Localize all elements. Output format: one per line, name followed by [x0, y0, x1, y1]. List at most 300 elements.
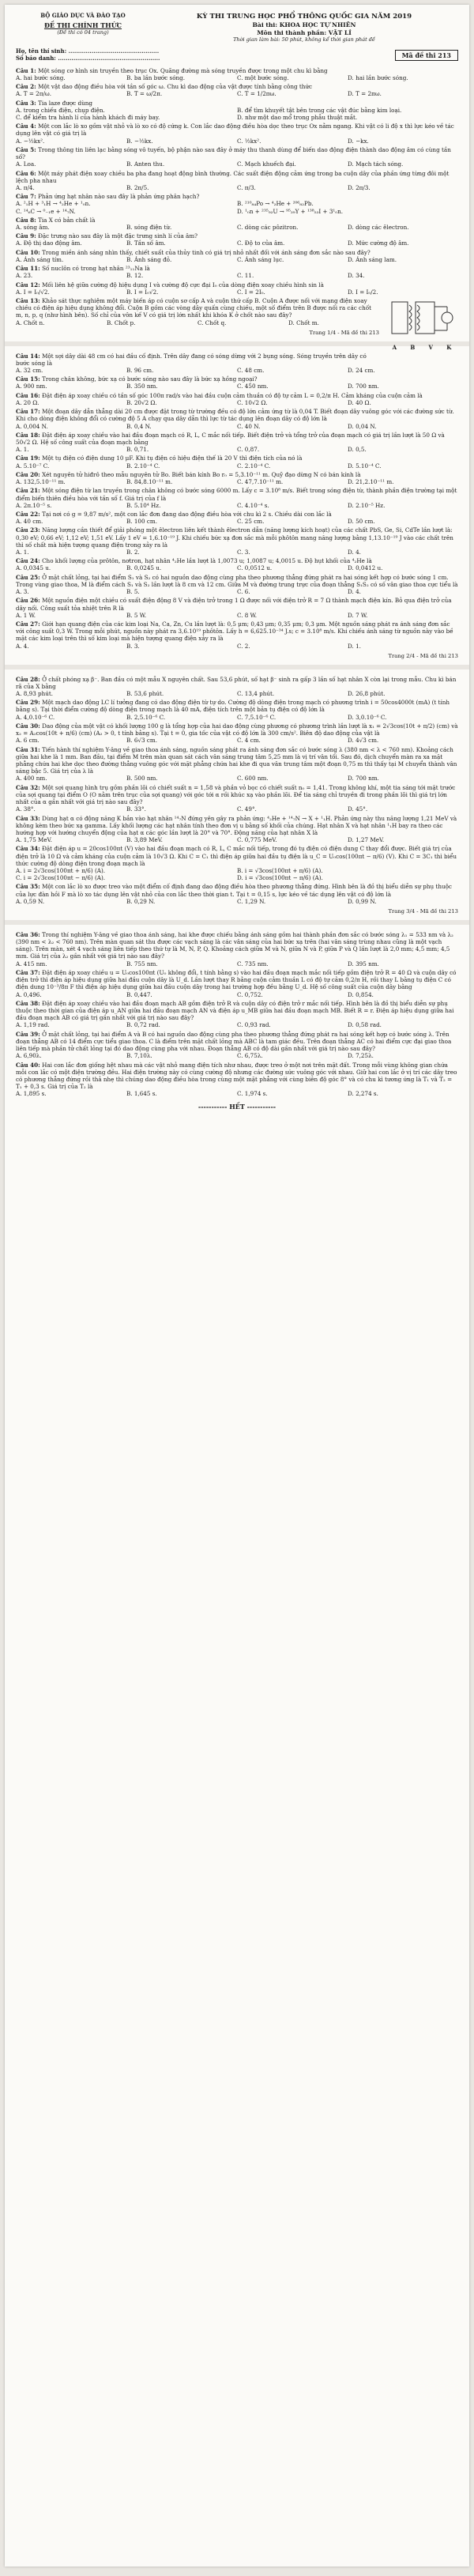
answer-option: C. để kiểm tra hành lí của hành khách đi máy bay.: [16, 113, 160, 121]
answer-option: A. 40 cm.: [16, 518, 43, 526]
answer-option: A. 32 cm.: [16, 367, 43, 374]
answer-option: C. i = 2√3cos(100πt − π/6) (A).: [16, 874, 106, 882]
question: [16, 1000, 458, 1029]
answer-option: B. 5.10⁴ Hz.: [126, 501, 161, 509]
answer-option: B. 0,72 rad.: [126, 1021, 160, 1029]
answer-option: B. 12.: [126, 272, 144, 280]
question-number: Câu 10:: [16, 248, 40, 256]
answer-option: B. 5.: [126, 588, 140, 596]
answer-option: B. 3.: [126, 642, 140, 650]
answer-option: A. 0,0345 u.: [16, 564, 51, 572]
question-text: Ở mặt chất lỏng, tại hai điểm S₁ và S₂ có hai nguồn dao động cùng pha theo phương thẳng đứng phát ra hai sóng kết hợp có bước sóng 1 cm. Trong vùng giao thoa, M là điểm cách S₁ và S₂ lần lượt là 8 cm và 12 cm. Giữa M và đường trung trực của đoạn thẳng S₁S₂ có số vân giao thoa cực tiểu là: [16, 573, 458, 588]
question-number: Câu 35:: [16, 883, 40, 891]
question-number: Câu 34:: [16, 845, 40, 853]
question: [16, 883, 458, 905]
answer-option: B. Chốt p.: [107, 319, 136, 326]
figure-label: B: [410, 344, 416, 352]
answer-options: [16, 867, 458, 881]
answer-options: [16, 90, 458, 97]
answer-option: B. 0,0245 u.: [126, 564, 162, 572]
question-text: Cho khối lượng của prôtôn, nơtron, hạt nhân ⁴₂He lần lượt là 1,0073 u; 1,0087 u; 4,0015 u. Độ hụt khối của ⁴₂He là: [42, 557, 372, 565]
answer-option: A. 1.: [16, 446, 29, 454]
answer-option: D. ¹₀n + ²³⁵₉₂U → ⁹⁵₃₉Y + ¹³⁸₅₃I + 3¹₀n.: [237, 207, 344, 215]
answer-option: C. Độ to của âm.: [237, 239, 285, 247]
question-number: Câu 15:: [16, 375, 40, 383]
question-text: Khảo sát thực nghiệm một máy biến áp có cuộn sơ cấp A và cuộn thứ cấp B. Cuộn A được nối với mạng điện xoay chiều có điện áp hiệu dụng không đổi. Cuộn B gồm các vòng dây quấn cùng chiều, một số điểm trên B được nối ra các chốt m, n, p, q (như hình bên). Số chỉ của vôn kế V có giá trị lớn nhất khi khóa K ở chốt nào sau đây?: [16, 297, 371, 319]
question-text: Một mạch dao động LC lí tưởng đang có dao động điện từ tự do. Cường độ dòng điện trong mạch có phương trình i = 50cos4000t (mA) (t tính bằng s). Tại thời điểm cường độ dòng điện trong mạch là 40 mA, điện tích trên một bản tụ điện có độ lớn là: [16, 699, 450, 714]
question: [16, 699, 458, 721]
question: [16, 265, 458, 279]
question: [16, 845, 458, 881]
question-text: Đặt điện áp xoay chiều u = U₀cos100πt (U₀ không đổi, t tính bằng s) vào hai đầu đoạn mạch mắc nối tiếp gồm điện trở R = 40 Ω và cuộn dây có điện trở thì điện áp hiệu dụng giữa hai đầu cuộn dây là U_d. Lần lượt thay R bằng cuộn cảm thuần L có độ tự cảm 0,2/π H, rồi thay L bằng tụ điện C có điện dung 10⁻³/8π F thì điện áp hiệu dụng giữa hai đầu cuộn dây trong hai trường hợp đều bằng U_d. Hệ số công suất của cuộn dây bằng: [16, 968, 457, 991]
answer-option: B. 0,71.: [126, 446, 149, 454]
question-number: Câu 24:: [16, 557, 40, 565]
answer-options: [16, 775, 458, 782]
answer-option: D. 700 nm.: [348, 775, 379, 783]
answer-option: C. 2.10⁻⁴ C.: [237, 462, 271, 470]
question-number: Câu 21:: [16, 487, 40, 495]
question-number: Câu 14:: [16, 352, 40, 360]
question-text: Trong thí nghiệm Y-âng về giao thoa ánh sáng, hai khe được chiếu bằng ánh sáng gồm hai thành phần đơn sắc có bước sóng λ₁ = 533 nm và λ₂ (390 nm < λ₂ < 760 nm). Trên màn quan sát thu được các vạch sáng là các vân sáng của hai bức xạ trên (hai vân sáng trùng nhau cũng là một vạch sáng). Trên màn, xét 4 vạch sáng liên tiếp theo thứ tự là M, N, P, Q. Khoảng cách giữa M và N, giữa N và P, giữa P và Q lần lượt là 2,0 mm; 4,5 mm; 4,5 mm. Giá trị của λ₂ gần nhất với giá trị nào sau đây?: [16, 930, 453, 960]
question: [16, 931, 458, 967]
question: [16, 100, 458, 122]
candidate-fields: [16, 48, 160, 62]
answer-option: D. i = √3cos(100πt − π/6) (A).: [237, 874, 323, 882]
answer-option: A. 6,90λ.: [16, 1052, 42, 1060]
answer-options: [16, 991, 458, 998]
answer-option: D. Mạch tách sóng.: [348, 160, 404, 168]
answer-option: B. 7,10λ.: [126, 1052, 152, 1060]
question-text: Tia X có bản chất là: [38, 216, 96, 224]
question-text: Hai con lắc đơn giống hệt nhau mà các vật nhỏ mang điện tích như nhau, được treo ở một nơi trên mặt đất. Trong mỗi vùng không gian chứa mỗi con lắc có một điện trường đều. Hai điện trường này có cùng cường độ nhưng các đường sức vuông góc với nhau. Giữ hai con lắc ở vị trí các dây treo có phương thẳng đứng rồi thả nhẹ thì chúng dao động điều hòa trong cùng một mặt phẳng với cùng biên độ góc 8° và có chu kì tương ứng là T₁ và T₂ = T₁ + 0,3 s. Giá trị của T₂ là: [16, 1061, 457, 1091]
question-number: Câu 31:: [16, 745, 40, 753]
answer-option: C. 1,29 N.: [237, 897, 266, 905]
answer-options: [16, 612, 458, 619]
question: [16, 454, 458, 469]
answer-options: [16, 367, 458, 374]
answer-option: C. 47,7.10⁻¹¹ m.: [237, 478, 284, 486]
answer-option: C. 25 cm.: [237, 518, 265, 526]
question: [16, 487, 458, 509]
question: [16, 281, 458, 296]
question-text: Tia laze được dùng: [38, 99, 92, 107]
page-separator: [5, 665, 469, 669]
answer-options: [16, 184, 458, 191]
answer-option: C. π/3.: [237, 183, 256, 191]
answer-option: A. T = 2π/ω.: [16, 90, 52, 98]
question: [16, 232, 458, 247]
answer-option: A. 38°.: [16, 805, 36, 813]
answer-option: D. 0,0412 u.: [348, 564, 383, 572]
question-text: Ở chất phóng xạ β⁻. Ban đầu có một mẫu X nguyên chất. Sau 53,6 phút, số hạt β⁻ sinh ra gấp 3 lần số hạt nhân X còn lại trong mẫu. Chu kì bán rã của X bằng: [16, 675, 457, 690]
answer-option: D. 2π/3.: [348, 183, 371, 191]
question-text: Năng lượng cần thiết để giải phóng một êlectron liên kết thành êlectron dẫn (năng lượng kích hoạt) của các chất PbS, Ge, Si, CdTe lần lượt là: 0,30 eV; 0,66 eV; 1,12 eV; 1,51 eV. Lấy 1 eV = 1,6.10⁻¹⁹ J. Khi chiếu bức xạ đơn sắc mà mỗi phôtôn mang năng lượng bằng 1,13.10⁻¹⁹ J vào các chất trên thì số chất mà hiện tượng quang điện trong xảy ra là: [16, 526, 453, 549]
answer-option: B. 0,447.: [126, 990, 152, 998]
answer-option: C. một bước sóng.: [237, 74, 289, 81]
answer-option: D. 7,25λ.: [348, 1052, 374, 1060]
answer-options: [16, 107, 458, 121]
answer-option: C. 6,75λ.: [237, 1052, 263, 1060]
answer-option: A. 1,895 s.: [16, 1090, 47, 1098]
question: [16, 597, 458, 619]
answer-option: C. 7,5.10⁻⁶ C.: [237, 713, 276, 721]
answer-option: D. dòng các êlectron.: [348, 224, 409, 232]
answer-option: C. 2.: [237, 642, 250, 650]
question: [16, 511, 458, 525]
answer-option: D. 7 W.: [348, 611, 368, 619]
official-label: ĐỀ THI CHÍNH THỨC: [43, 21, 122, 29]
answer-options: [16, 1090, 458, 1097]
question-number: Câu 20:: [16, 470, 40, 478]
question-number: Câu 6:: [16, 169, 36, 177]
question-text: Đặt điện áp xoay chiều vào hai đầu đoạn mạch có R, L, C mắc nối tiếp. Biết điện trở và tổng trở của đoạn mạch có giá trị lần lượt là 50 Ω và 50√2 Ω. Hệ số công suất của đoạn mạch bằng: [16, 431, 445, 446]
answer-option: B. Anten thu.: [126, 160, 165, 168]
answer-option: D. 1.: [348, 642, 361, 650]
answer-option: C. 4.10⁻⁴ s.: [237, 501, 269, 509]
test-name: Bài thi: KHOA HỌC TỰ NHIÊN: [252, 21, 356, 28]
answer-option: D. 4.: [348, 549, 361, 556]
question: [16, 471, 458, 485]
answer-option: A. 8,93 phút.: [16, 690, 54, 697]
question-text: Một sóng điện từ lan truyền trong chân không có bước sóng 6000 m. Lấy c = 3.10⁸ m/s. Biết trong sóng điện từ, thành phần điện trường tại một điểm biến thiên điều hòa với tần số f. Giá trị của f là: [16, 487, 457, 502]
answer-option: D. 0,5.: [348, 446, 367, 454]
answer-options: [16, 239, 458, 247]
question-number: Câu 25:: [16, 573, 40, 581]
end-label: HẾT: [229, 1102, 245, 1111]
answer-option: A. ²₁H + ³₁H → ⁴₂He + ¹₀n.: [16, 200, 91, 208]
page-footer: Trang 2/4 - Mã đề thi 213: [388, 652, 458, 659]
question-text: Một sợi dây dài 48 cm có hai đầu cố định. Trên dây đang có sóng dừng với 2 bụng sóng. Sóng truyền trên dây có bước sóng là: [16, 352, 367, 367]
question-number: Câu 33:: [16, 814, 40, 822]
answer-option: A. i = 2√3cos(100πt + π/6) (A).: [16, 867, 106, 875]
question: [16, 574, 458, 596]
answer-option: D. 45°.: [348, 805, 368, 813]
answer-option: B. 0,4 N.: [126, 422, 152, 430]
exam-sheet: [5, 5, 469, 2567]
question-number: Câu 36:: [16, 930, 40, 938]
answer-option: C. Mạch khuếch đại.: [237, 160, 296, 168]
answer-option: D. Mức cường độ âm.: [348, 239, 409, 247]
question-text: Tại nơi có g = 9,87 m/s², một con lắc đơn đang dao động điều hòa với chu kì 2 s. Chiều dài con lắc là: [42, 510, 332, 518]
answer-option: A. sóng âm.: [16, 224, 50, 232]
answer-options: [16, 549, 458, 556]
answer-option: C. Ánh sáng lục.: [237, 255, 284, 263]
answer-option: C. 3.: [237, 549, 250, 556]
answer-option: D. 0,99 N.: [348, 897, 377, 905]
answer-option: C. 11.: [237, 272, 254, 280]
subject-name: Môn thi thành phần: VẬT LÍ: [257, 28, 352, 36]
answer-option: A. 0,496.: [16, 990, 42, 998]
answer-option: A. 5.10⁻⁷ C.: [16, 462, 50, 470]
answer-option: A. 3.: [16, 588, 29, 596]
question: [16, 969, 458, 998]
answer-option: B. ²¹⁰₈₄Po → ⁴₂He + ²⁰⁶₈₂Pb.: [237, 200, 314, 208]
answer-option: D. 50 cm.: [348, 518, 375, 526]
question-number: Câu 26:: [16, 597, 40, 605]
answer-option: A. Ánh sáng tím.: [16, 255, 64, 263]
candidate-number-line: Số báo danh: .....................................................: [16, 54, 160, 62]
answer-option: A. 132,5.10⁻¹¹ m.: [16, 478, 66, 486]
answer-options: [16, 836, 458, 843]
answer-option: C. 49°.: [237, 805, 257, 813]
page-count: (Đề thi có 04 trang): [57, 29, 109, 36]
answer-option: B. 33°.: [126, 805, 146, 813]
answer-option: D. 5.10⁻⁴ C.: [348, 462, 382, 470]
answer-options: [16, 564, 458, 571]
question-text: Trong miền ánh sáng nhìn thấy, chiết suất của thủy tinh có giá trị nhỏ nhất đối với ánh sáng đơn sắc nào sau đây?: [42, 248, 371, 256]
question-text: Tiến hành thí nghiệm Y-âng về giao thoa ánh sáng, nguồn sáng phát ra ánh sáng đơn sắc có bước sóng λ (380 nm < λ < 760 nm). Khoảng cách giữa hai khe là 1 mm. Ban đầu, tại điểm M trên màn quan sát cách vân sáng trung tâm 5,25 mm là vị trí vân tối. Sau đó, dịch chuyển màn ra xa mặt phẳng chứa hai khe dọc theo đường thẳng vuông góc với mặt phẳng chứa hai khe đi qua vân trung tâm một đoạn 0,75 m thì thấy tại M chuyển thành vân sáng bậc 5. Giá trị của λ là: [16, 745, 457, 775]
page-footer: Trang 1/4 - Mã đề thi 213: [309, 329, 379, 336]
answer-option: D. 0,04 N.: [348, 422, 377, 430]
question-text: Giới hạn quang điện của các kim loại Na, Ca, Zn, Cu lần lượt là: 0,5 μm; 0,43 μm; 0,35 μm; 0,3 μm. Một nguồn sáng phát ra ánh sáng đơn sắc với công suất 0,3 W. Trong mỗi phút, nguồn này phát ra 3,6.10¹⁹ phôtôn. Lấy h = 6,625.10⁻³⁴ J.s; c = 3.10⁸ m/s. Khi chiếu ánh sáng từ nguồn này vào bề mặt các kim loại trên thì số kim loại mà hiện tượng quang điện xảy ra là: [16, 620, 453, 643]
question-text: Phản ứng hạt nhân nào sau đây là phản ứng phân hạch?: [38, 193, 200, 201]
answer-options: [16, 1021, 458, 1028]
question-number: Câu 38:: [16, 999, 40, 1007]
answer-option: C. Chốt q.: [198, 319, 227, 326]
answer-option: A. Chốt n.: [16, 319, 45, 326]
answer-options: [16, 643, 458, 650]
answer-option: C. 450 nm.: [237, 383, 269, 390]
answer-option: C. 1,974 s.: [237, 1090, 268, 1098]
answer-options: [16, 224, 458, 231]
question-text: Một tụ điện có điện dung 10 μF. Khi tụ điện có hiệu điện thế là 20 V thì điện tích của nó là: [42, 454, 303, 462]
answer-option: D. 3,0.10⁻⁶ C.: [348, 713, 387, 721]
answer-option: B. 0,29 N.: [126, 897, 156, 905]
answer-options: [16, 399, 458, 406]
answer-option: B. để tìm khuyết tật bên trong các vật đúc bằng kim loại.: [237, 106, 402, 114]
answer-option: B. i = √3cos(100πt + π/6) (A).: [237, 867, 323, 875]
question-number: Câu 9:: [16, 232, 36, 240]
answer-option: A. 1,19 rad.: [16, 1021, 50, 1029]
transformer-diagram: [386, 297, 458, 343]
answer-option: B. −½kx.: [126, 137, 153, 145]
answer-option: D. như một dao mổ trong phẫu thuật mắt.: [237, 113, 358, 121]
answer-option: C. 6.: [237, 588, 250, 596]
question: [16, 1062, 458, 1098]
answer-options: [16, 74, 458, 81]
question-text: Đặt điện áp xoay chiều có tần số góc 100π rad/s vào hai đầu cuộn cảm thuần có độ tự cảm L = 0,2/π H. Cảm kháng của cuộn cảm là: [42, 391, 423, 399]
question-text: Đặc trưng nào sau đây là một đặc trưng sinh lí của âm?: [38, 232, 198, 240]
answer-option: B. 53,6 phút.: [126, 690, 164, 697]
answer-options: [16, 588, 458, 595]
question: [16, 784, 458, 813]
question-number: Câu 22:: [16, 510, 40, 518]
answer-options: [16, 502, 458, 509]
answer-option: D. I = I₀/2.: [348, 288, 378, 296]
question: [16, 249, 458, 263]
question: [16, 526, 458, 556]
question-text: Trong thông tin liên lạc bằng sóng vô tuyến, bộ phận nào sau đây ở máy thu thanh dùng để biến dao động điện thành dao động âm có cùng tần số?: [16, 145, 451, 161]
answer-option: D. 0,58 rad.: [348, 1021, 382, 1029]
page-separator: [5, 920, 469, 925]
question: [16, 722, 458, 745]
answer-option: D. 1,27 MeV.: [348, 836, 385, 844]
answer-options: [16, 383, 458, 390]
answer-option: C. ½kx².: [237, 137, 261, 145]
answer-option: C. 10√2 Ω.: [237, 398, 268, 406]
question-text: Một máy phát điện xoay chiều ba pha đang hoạt động bình thường. Các suất điện động cảm ứng trong ba cuộn dây của phần ứng từng đôi một lệch pha nhau: [16, 169, 450, 184]
answer-option: A. Độ thị dao động âm.: [16, 239, 82, 247]
answer-option: D. 4√3 cm.: [348, 737, 379, 745]
answer-option: B. 2.: [126, 549, 140, 556]
answer-option: A. 415 nm.: [16, 960, 47, 967]
answer-option: A. hai bước sóng.: [16, 74, 66, 81]
answer-option: B. 2π/5.: [126, 183, 149, 191]
answer-option: B. 84,8.10⁻¹¹ m.: [126, 478, 173, 486]
answer-option: D. 24 cm.: [348, 367, 375, 374]
answer-option: C. dòng các pôzitron.: [237, 224, 299, 232]
question-number: Câu 5:: [16, 145, 36, 153]
question-number: Câu 37:: [16, 968, 40, 976]
answer-option: A. trong chiếu điện, chụp điện.: [16, 106, 105, 114]
question-number: Câu 12:: [16, 281, 40, 289]
exam-code-box: Mã đề thi 213: [395, 50, 458, 61]
answer-option: A. 4,0.10⁻⁶ C.: [16, 713, 55, 721]
answer-option: B. 96 cm.: [126, 367, 154, 374]
figure-label: V: [428, 344, 433, 352]
question: [16, 746, 458, 783]
answer-option: D. 700 nm.: [348, 383, 379, 390]
answer-option: B. 350 nm.: [126, 383, 158, 390]
answer-option: C. 40 N.: [237, 422, 261, 430]
question: [16, 123, 458, 145]
answer-options: [16, 138, 458, 145]
answer-option: B. 100 cm.: [126, 518, 157, 526]
question-number: Câu 19:: [16, 454, 40, 462]
answer-option: B. ba lần bước sóng.: [126, 74, 186, 81]
question-number: Câu 13:: [16, 297, 40, 304]
answer-options: [16, 478, 458, 485]
question-text: Một nguồn điện một chiều có suất điện động 8 V và điện trở trong 1 Ω được nối với điện trở R = 7 Ω thành mạch điện kín. Bỏ qua điện trở của dây nối. Công suất tỏa nhiệt trên R là: [16, 597, 452, 612]
answer-option: C. ¹⁴₆C → ⁰₋₁e + ¹⁴₇N.: [16, 207, 76, 215]
question-number: Câu 7:: [16, 193, 36, 201]
answer-options: [16, 423, 458, 430]
answer-option: B. 6√3 cm.: [126, 737, 157, 745]
answer-option: D. 395 nm.: [348, 960, 379, 967]
answer-option: C. 0,0512 u.: [237, 564, 273, 572]
question-number: Câu 3:: [16, 99, 36, 107]
answer-options: [16, 805, 458, 813]
answer-option: D. 40 Ω.: [348, 398, 371, 406]
answer-option: C. 0,87.: [237, 446, 260, 454]
answer-option: C. 0,93 rad.: [237, 1021, 271, 1029]
question: [16, 83, 458, 97]
question: [16, 193, 458, 215]
question-text: Mối liên hệ giữa cường độ hiệu dụng I và cường độ cực đại I₀ của dòng điện xoay chiều hình sin là: [42, 281, 324, 289]
answer-option: A. 23.: [16, 272, 33, 280]
answer-options: [16, 272, 458, 279]
answer-option: B. Ánh sáng đỏ.: [126, 255, 172, 263]
answer-options: [16, 737, 458, 744]
questions-area: [16, 67, 458, 1098]
page-footer: Trang 3/4 - Mã đề thi 213: [388, 908, 458, 915]
question-number: Câu 28:: [16, 675, 40, 683]
question-text: Một con lắc lò xo được treo vào một điểm cố định đang dao động điều hòa theo phương thẳng đứng. Hình bên là đồ thị biểu diễn sự phụ thuộc của lực đàn hồi F mà lò xo tác dụng lên vật nhỏ của con lắc theo thời gian t. Tại t = 0,15 s, lực kéo về tác dụng lên vật có độ lớn là: [16, 883, 452, 898]
answer-option: D. 0,854.: [348, 990, 374, 998]
answer-option: C. 735 nm.: [237, 960, 269, 967]
answer-option: A. 1 W.: [16, 611, 36, 619]
answer-options: [16, 960, 458, 967]
answer-option: C. 4 cm.: [237, 737, 261, 745]
question: [16, 408, 458, 430]
question: [16, 67, 458, 81]
question: [16, 557, 458, 571]
header-right: [150, 13, 458, 43]
answer-option: C. 13,4 phút.: [237, 690, 275, 697]
question-number: Câu 27:: [16, 620, 40, 628]
question-text: Một vật dao động điều hòa với tần số góc ω. Chu kì dao động của vật được tính bằng công thức: [38, 83, 313, 91]
question: [16, 375, 458, 390]
answer-option: D. T = 2πω.: [348, 90, 382, 98]
question: [16, 146, 458, 168]
question-text: Đặt điện áp xoay chiều vào hai đầu đoạn mạch AB gồm điện trở R và cuộn dây có điện trở r mắc nối tiếp. Hình bên là đồ thị biểu diễn sự phụ thuộc theo thời gian của điện áp u_AN giữa hai đầu đoạn mạch AN và điện áp u_MB giữa hai đầu đoạn mạch MB. Biết R = r. Điện áp hiệu dụng giữa hai đầu đoạn mạch AB có giá trị gần nhất với giá trị nào sau đây?: [16, 999, 454, 1022]
answer-option: D. 34.: [348, 272, 365, 280]
answer-option: D. 4.: [348, 588, 361, 596]
candidate-name-line: Họ, tên thí sinh: ...............................................: [16, 47, 160, 55]
answer-option: B. 5 W.: [126, 611, 147, 619]
question-text: Đặt điện áp u = 20cos100πt (V) vào hai đầu đoạn mạch có R, L, C mắc nối tiếp, trong đó tụ điện có điện dung C thay đổi được. Biết giá trị của điện trở là 10 Ω và cảm kháng của cuộn cảm là 10√3 Ω. Khi C = C₁ thì điện áp giữa hai đầu tụ điện là u_C = U₀cos(100πt − π/6) (V). Khi C = 3C₁ thì biểu thức cường độ dòng điện trong đoạn mạch là: [16, 845, 457, 867]
transformer-figure: [386, 297, 458, 352]
answer-option: A. 400 nm.: [16, 775, 47, 783]
end-mark: ----------- HẾT -----------: [198, 1102, 276, 1111]
question: [16, 815, 458, 844]
answer-option: A. 20 Ω.: [16, 398, 40, 406]
question: [16, 217, 458, 231]
answer-option: B. 20√2 Ω.: [126, 398, 157, 406]
answer-option: B. T = ω/2π.: [126, 90, 163, 98]
answer-options: [16, 462, 458, 470]
answer-option: D. 26,8 phút.: [348, 690, 386, 697]
question-number: Câu 16:: [16, 391, 40, 399]
question-text: Một con lắc lò xo gồm vật nhỏ và lò xo có độ cứng k. Con lắc dao động điều hòa dọc theo trục Ox nằm ngang. Khi vật có li độ x thì lực kéo về tác dụng lên vật có giá trị là: [16, 123, 454, 138]
question-number: Câu 23:: [16, 526, 40, 534]
answer-option: C. 8 W.: [237, 611, 258, 619]
answer-option: A. 6 cm.: [16, 737, 40, 745]
question-text: Dùng hạt α có động năng K bắn vào hạt nhân ¹⁴₇N đứng yên gây ra phản ứng: ⁴₂He + ¹⁴₇N → X + ¹₁H. Phản ứng này thu năng lượng 1,21 MeV và không kèm theo bức xạ gamma. Lấy khối lượng các hạt nhân tính theo đơn vị u bằng số khối của chúng. Hạt nhân X và hạt nhân ¹₁H bay ra theo các hướng hợp với hướng chuyển động của hạt α các góc lần lượt là 20° và 70°. Động năng của hạt nhân X là: [16, 814, 457, 836]
answer-option: A. 900 nm.: [16, 383, 47, 390]
figure-label: A: [392, 344, 397, 352]
question: [16, 353, 458, 375]
question-number: Câu 32:: [16, 783, 40, 791]
answer-option: D. 2,274 s.: [348, 1090, 378, 1098]
question: [16, 392, 458, 406]
answer-option: B. 2,5.10⁻⁶ C.: [126, 713, 166, 721]
question-number: Câu 17:: [16, 408, 40, 416]
answer-option: A. 1.: [16, 549, 29, 556]
answer-option: C. 0,775 MeV.: [237, 836, 277, 844]
answer-option: A. 0,59 N.: [16, 897, 45, 905]
answer-options: [16, 714, 458, 721]
answer-option: B. 2.10⁻⁴ C.: [126, 462, 160, 470]
question-text: Trong chân không, bức xạ có bước sóng nào sau đây là bức xạ hồng ngoại?: [42, 375, 258, 383]
answer-options: [16, 518, 458, 525]
header-left: [16, 13, 150, 36]
answer-option: A. 1,75 MeV.: [16, 836, 52, 844]
answer-option: B. Tần số âm.: [126, 239, 166, 247]
answer-options: [16, 160, 458, 168]
ministry-name: BỘ GIÁO DỤC VÀ ĐÀO TẠO: [40, 12, 126, 19]
answer-option: B. sóng điện từ.: [126, 224, 172, 232]
answer-option: C. 600 nm.: [237, 775, 269, 783]
answer-option: B. I = I₀√2.: [126, 288, 159, 296]
exam-header: [16, 13, 458, 43]
answer-option: A. −½kx².: [16, 137, 45, 145]
question-text: Dao động của một vật có khối lượng 100 g là tổng hợp của hai dao động cùng phương có phương trình lần lượt là x₁ = 2√3cos(10t + π/2) (cm) và x₂ = A₂cos(10t + π/6) (cm) (A₂ > 0, t tính bằng s). Tại t = 0, gia tốc của vật có độ lớn là 300 cm/s². Biên độ dao động của vật là: [16, 722, 458, 737]
question-number: Câu 40:: [16, 1061, 40, 1069]
answer-option: B. 500 nm.: [126, 775, 158, 783]
answer-option: B. 1,645 s.: [126, 1090, 157, 1098]
answer-option: D. 2.10⁻⁵ Hz.: [348, 501, 386, 509]
